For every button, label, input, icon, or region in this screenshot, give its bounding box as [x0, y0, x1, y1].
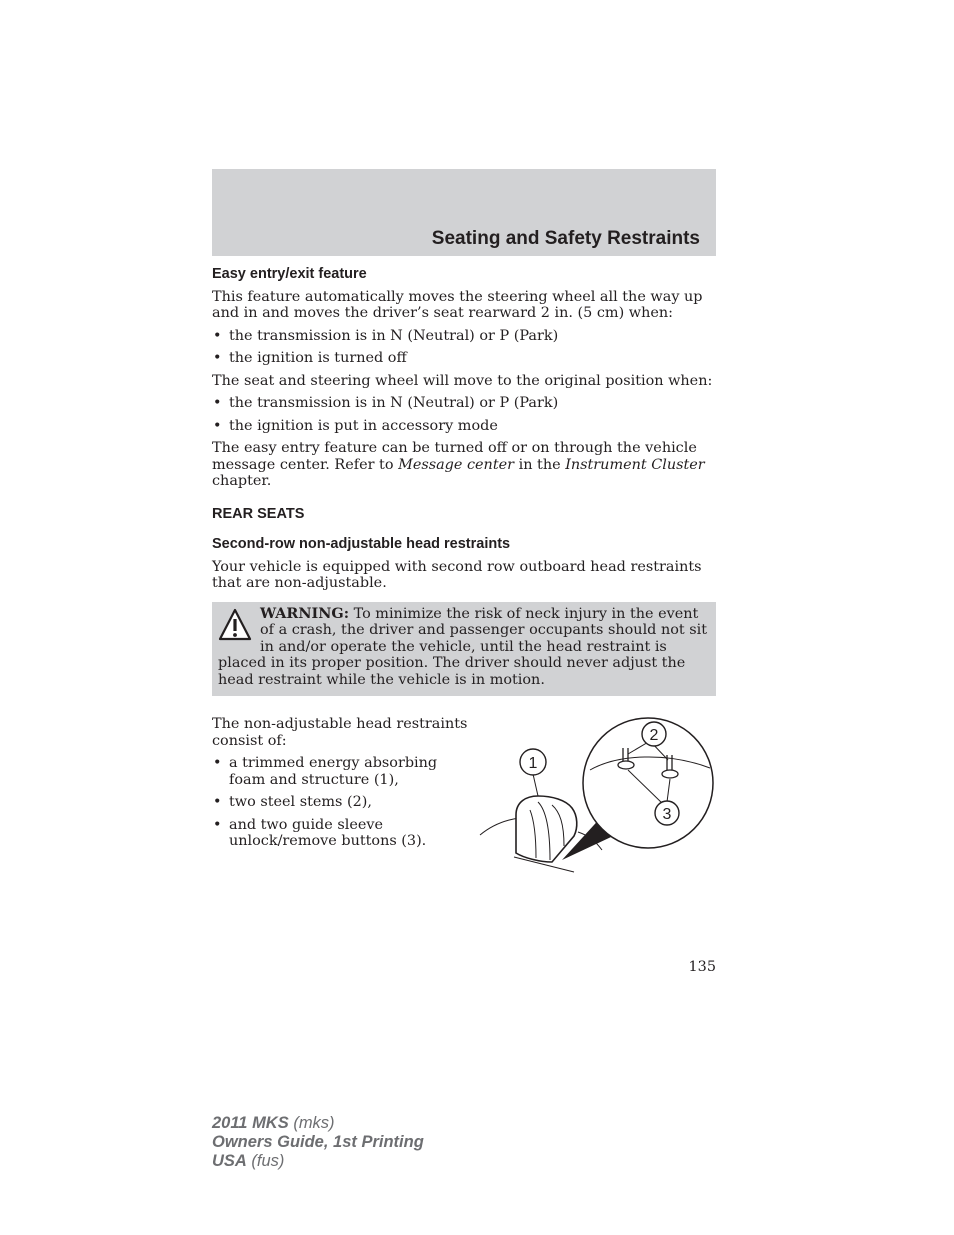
head-restraint-section	[212, 716, 716, 896]
footer-line-2	[212, 1133, 424, 1152]
warning-box	[212, 602, 716, 697]
list-item: • the ignition is turned off	[212, 350, 716, 367]
callout-1: 1	[528, 755, 538, 772]
list-item: • the transmission is in N (Neutral) or P (Park)	[212, 328, 716, 345]
footer-guide: Owners Guide, 1st Printing	[212, 1133, 424, 1151]
page-number: 135	[688, 959, 716, 975]
warning-text: To minimize the risk of neck injury in the event of a crash, the driver and passenger occupants should not sit in and/or operate the vehicle, until the head restraint is placed in its proper position. The driver should never adjust the head restraint while the vehicle is in motion.	[218, 605, 708, 688]
list-item: • the transmission is in N (Neutral) or P (Park)	[212, 395, 716, 412]
footer-model: 2011 MKS	[212, 1114, 289, 1132]
footer-line-1	[212, 1114, 424, 1133]
toggle-text-part: The easy entry feature can be turned off or on through the vehicle message center. Refer to	[212, 440, 697, 473]
easy-entry-return-list	[212, 395, 716, 434]
head-restraints-intro: Your vehicle is equipped with second row outboard head restraints that are non-adjustable.	[212, 558, 702, 591]
message-center-reference: Message center	[398, 456, 515, 473]
easy-entry-heading: Easy entry/exit feature	[212, 266, 367, 282]
footer-market-code: (fus)	[246, 1152, 285, 1170]
head-restraint-illustration	[478, 710, 718, 875]
list-item: • and two guide sleeve unlock/remove buttons (3).	[212, 817, 468, 850]
footer	[212, 1114, 424, 1171]
chapter-header-band	[212, 169, 716, 256]
instrument-cluster-reference: Instrument Cluster	[565, 456, 705, 473]
footer-market: USA	[212, 1152, 247, 1170]
rear-seats-heading: REAR SEATS	[212, 505, 305, 522]
warning-triangle-icon	[218, 608, 252, 642]
callout-2: 2	[649, 727, 659, 744]
list-item: • a trimmed energy absorbing foam and structure (1),	[212, 755, 468, 788]
toggle-text-part: chapter.	[212, 473, 272, 489]
chapter-title: Seating and Safety Restraints	[431, 228, 700, 249]
easy-entry-toggle-text	[212, 440, 716, 490]
consist-list	[212, 755, 468, 850]
warning-label: WARNING:	[260, 604, 350, 622]
page-content	[212, 266, 716, 896]
list-item: • two steel stems (2),	[212, 794, 468, 811]
consist-text: The non-adjustable head restraints consist of:	[212, 716, 468, 749]
head-restraints-subheading: Second-row non-adjustable head restraints	[212, 536, 511, 552]
toggle-text-part: in the	[514, 456, 566, 473]
callout-3: 3	[662, 806, 672, 823]
head-restraint-description	[212, 716, 468, 850]
easy-entry-when-list	[212, 328, 716, 367]
footer-line-3	[212, 1152, 424, 1171]
footer-model-code: (mks)	[288, 1114, 335, 1132]
easy-entry-intro: This feature automatically moves the steering wheel all the way up and in and moves the driver’s seat rearward 2 in. (5 cm) when:	[212, 288, 703, 321]
easy-entry-return-text: The seat and steering wheel will move to the original position when:	[212, 372, 713, 389]
list-item: • the ignition is put in accessory mode	[212, 418, 716, 435]
